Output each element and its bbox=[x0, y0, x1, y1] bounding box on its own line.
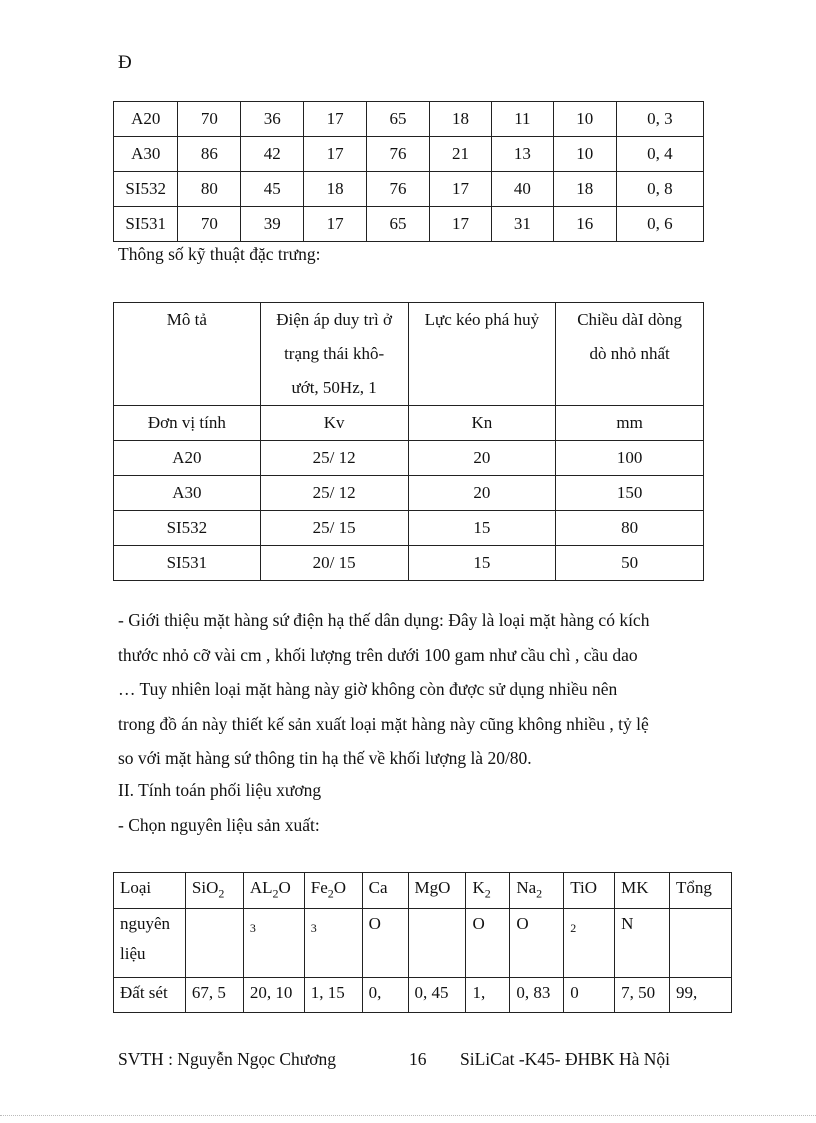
spec-header-tensile: Lực kéo phá huỷ bbox=[408, 303, 556, 406]
table-cell: 36 bbox=[241, 102, 304, 137]
table-cell: 39 bbox=[241, 207, 304, 242]
table-cell: 15 bbox=[408, 511, 556, 546]
table-cell: 20 bbox=[408, 441, 556, 476]
table-cell: 18 bbox=[430, 102, 492, 137]
spec-header-voltage: Điện áp duy trì ở trạng thái khô- ướt, 50Hz, 1 bbox=[260, 303, 408, 406]
spec-row bbox=[114, 441, 704, 476]
spec-units-row bbox=[114, 406, 704, 441]
table-cell: 18 bbox=[304, 172, 367, 207]
material-cell: 7, 50 bbox=[615, 978, 670, 1013]
table-cell: SI532 bbox=[114, 511, 261, 546]
table-cell: 20 bbox=[408, 476, 556, 511]
intro-paragraph: - Giới thiệu mặt hàng sứ điện hạ thế dân dụng: Đây là loại mặt hàng có kích thước nhỏ cỡ vài cm , khối lượng trên dưới 100 gam như cầu chì , cầu dao … Tuy nhiên loại mặt hàng này giờ không còn được sử dụng nhiều nên trong đồ án này thiết kế sản xuất loại mặt hàng này cũng không nhiều , tỷ lệ so với mặt hàng sứ thông tin hạ thế về khối lượng là 20/80. bbox=[118, 610, 650, 768]
raw-material-header-row bbox=[114, 873, 732, 909]
col-fe2o: $Fe_2O$ bbox=[304, 873, 362, 909]
table-cell: 11 bbox=[491, 102, 553, 137]
col-sio2: SiO$_2$ bbox=[185, 873, 243, 909]
table-cell: 17 bbox=[430, 207, 492, 242]
spec-header-creepage: Chiều dàI dòng dò nhỏ nhất bbox=[556, 303, 704, 406]
raw-material-table bbox=[113, 872, 732, 1013]
header-continuation-cell: N bbox=[615, 909, 670, 978]
table-cell: 16 bbox=[553, 207, 616, 242]
col-k2: $K_2$ bbox=[466, 873, 510, 909]
material-cell: 0, 83 bbox=[510, 978, 564, 1013]
table-cell: A20 bbox=[114, 441, 261, 476]
table-cell: A20 bbox=[114, 102, 178, 137]
table-cell: 25/ 12 bbox=[260, 476, 408, 511]
header-continuation-cell: 2 bbox=[564, 909, 615, 978]
spec-row bbox=[114, 476, 704, 511]
col-ca: Ca bbox=[362, 873, 408, 909]
table-cell: 45 bbox=[241, 172, 304, 207]
table-cell: 17 bbox=[304, 207, 367, 242]
header-letter: Đ bbox=[118, 52, 132, 73]
spec-row bbox=[114, 546, 704, 581]
col-mk: MK bbox=[615, 873, 670, 909]
table-cell: 150 bbox=[556, 476, 704, 511]
header-continuation-cell bbox=[408, 909, 466, 978]
table-cell: A30 bbox=[114, 137, 178, 172]
table-cell: 86 bbox=[178, 137, 241, 172]
col-al2o: $AL_2O$ bbox=[243, 873, 304, 909]
table-cell: 10 bbox=[553, 102, 616, 137]
header-continuation-cell: 3 bbox=[243, 909, 304, 978]
header-continuation-cell bbox=[670, 909, 732, 978]
table-cell: SI531 bbox=[114, 546, 261, 581]
col-mgo: MgO bbox=[408, 873, 466, 909]
table-cell: 40 bbox=[491, 172, 553, 207]
spec-row bbox=[114, 511, 704, 546]
table-cell: 0, 8 bbox=[616, 172, 703, 207]
table-cell: 31 bbox=[491, 207, 553, 242]
table-cell: 0, 6 bbox=[616, 207, 703, 242]
table-cell: 42 bbox=[241, 137, 304, 172]
table-cell: 15 bbox=[408, 546, 556, 581]
unit-cell: mm bbox=[556, 406, 704, 441]
material-cell: 1, 15 bbox=[304, 978, 362, 1013]
table-cell: 25/ 12 bbox=[260, 441, 408, 476]
header-continuation-cell: 3 bbox=[304, 909, 362, 978]
material-cell: Đất sét bbox=[114, 978, 186, 1013]
material-cell: 1, bbox=[466, 978, 510, 1013]
table-cell: 65 bbox=[367, 102, 430, 137]
section-title: II. Tính toán phối liệu xương bbox=[118, 780, 322, 800]
col-loai: Loại bbox=[114, 873, 186, 909]
technical-spec-table bbox=[113, 302, 704, 581]
raw-material-header-row-2 bbox=[114, 909, 732, 978]
table-cell: 13 bbox=[491, 137, 553, 172]
header-continuation-cell bbox=[185, 909, 243, 978]
table-cell: 80 bbox=[556, 511, 704, 546]
material-cell: 0, bbox=[362, 978, 408, 1013]
table-cell: 70 bbox=[178, 207, 241, 242]
table-cell: SI532 bbox=[114, 172, 178, 207]
choose-materials-line: - Chọn nguyên liệu sản xuất: bbox=[118, 815, 320, 835]
table-cell: 21 bbox=[430, 137, 492, 172]
unit-cell: Kv bbox=[260, 406, 408, 441]
table-cell: 20/ 15 bbox=[260, 546, 408, 581]
table-cell: 70 bbox=[178, 102, 241, 137]
product-dimension-table bbox=[113, 101, 704, 242]
table-cell: 17 bbox=[430, 172, 492, 207]
table-cell: SI531 bbox=[114, 207, 178, 242]
table-cell: 0, 3 bbox=[616, 102, 703, 137]
table-cell: 76 bbox=[367, 137, 430, 172]
cell-nguyen-lieu: nguyên liệu bbox=[114, 909, 186, 978]
table-cell: 0, 4 bbox=[616, 137, 703, 172]
spec-header-description: Mô tả bbox=[114, 303, 261, 406]
table-cell: 25/ 15 bbox=[260, 511, 408, 546]
page-bottom-border bbox=[0, 1115, 816, 1116]
spec-title: Thông số kỹ thuật đặc trưng: bbox=[118, 244, 321, 264]
raw-material-row-clay bbox=[114, 978, 732, 1013]
footer-author: SVTH : Nguyễn Ngọc Chương bbox=[118, 1049, 337, 1069]
product-row bbox=[114, 207, 704, 242]
table-cell: 76 bbox=[367, 172, 430, 207]
unit-cell: Kn bbox=[408, 406, 556, 441]
material-cell: 0, 45 bbox=[408, 978, 466, 1013]
header-continuation-cell: O bbox=[466, 909, 510, 978]
product-row bbox=[114, 172, 704, 207]
col-na2: $Na_2$ bbox=[510, 873, 564, 909]
table-cell: 17 bbox=[304, 137, 367, 172]
product-row bbox=[114, 137, 704, 172]
header-continuation-cell: O bbox=[510, 909, 564, 978]
material-cell: 0 bbox=[564, 978, 615, 1013]
table-cell: 80 bbox=[178, 172, 241, 207]
table-cell: 100 bbox=[556, 441, 704, 476]
table-cell: 65 bbox=[367, 207, 430, 242]
table-cell: A30 bbox=[114, 476, 261, 511]
unit-cell: Đơn vị tính bbox=[114, 406, 261, 441]
table-cell: 17 bbox=[304, 102, 367, 137]
material-cell: 99, bbox=[670, 978, 732, 1013]
col-tio: TiO bbox=[564, 873, 615, 909]
material-cell: 67, 5 bbox=[185, 978, 243, 1013]
material-cell: 20, 10 bbox=[243, 978, 304, 1013]
footer-institution: SiLiCat -K45- ĐHBK Hà Nội bbox=[460, 1049, 670, 1069]
table-cell: 18 bbox=[553, 172, 616, 207]
header-continuation-cell: O bbox=[362, 909, 408, 978]
table-cell: 50 bbox=[556, 546, 704, 581]
table-cell: 10 bbox=[553, 137, 616, 172]
product-row bbox=[114, 102, 704, 137]
col-tong: Tổng bbox=[670, 873, 732, 909]
page-number: 16 bbox=[409, 1049, 427, 1069]
